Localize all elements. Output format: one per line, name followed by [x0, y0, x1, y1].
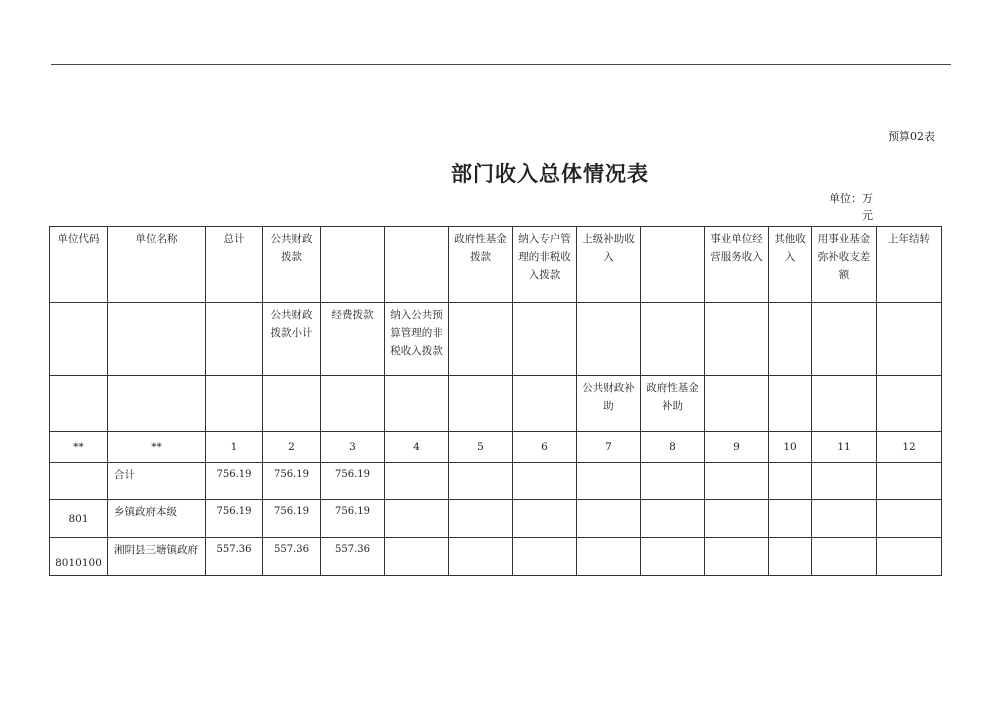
index-cell: **: [108, 432, 206, 463]
total-cell: 756.19: [206, 500, 263, 538]
header-public-finance: 公共财政拨款: [263, 227, 321, 303]
header-unit-name: 单位名称: [108, 227, 206, 303]
index-cell: 4: [385, 432, 449, 463]
unit-code-cell: 801: [50, 500, 108, 538]
income-table: [49, 226, 942, 576]
index-cell: 3: [321, 432, 385, 463]
header-expense-grant: 经费拨款: [321, 303, 385, 376]
header-fund-balance: 用事业基金弥补收支差额: [812, 227, 877, 303]
header-empty: [321, 227, 385, 303]
expense-grant-cell: 557.36: [321, 538, 385, 576]
header-row-3: [50, 376, 942, 432]
unit-label: 单位：万元: [829, 192, 873, 222]
index-cell: 2: [263, 432, 321, 463]
header-empty: [641, 227, 705, 303]
header-public-subsidy: 公共财政补助: [577, 376, 641, 432]
header-business-income: 事业单位经营服务收入: [705, 227, 769, 303]
form-id: 预算02表: [888, 130, 935, 143]
top-rule: [51, 64, 951, 65]
page-title: 部门收入总体情况表: [451, 162, 649, 186]
public-subtotal-cell: 756.19: [263, 463, 321, 500]
public-subtotal-cell: 557.36: [263, 538, 321, 576]
header-unit-code: 单位代码: [50, 227, 108, 303]
header-superior-subsidy: 上级补助收入: [577, 227, 641, 303]
header-gov-fund: 政府性基金拨款: [449, 227, 513, 303]
unit-name-cell: 合计: [108, 463, 206, 500]
header-nontax-grant: 纳入公共预算管理的非税收入拨款: [385, 303, 449, 376]
index-cell: 11: [812, 432, 877, 463]
header-row-2: [50, 303, 942, 376]
unit-code-cell: [50, 463, 108, 500]
index-cell: 1: [206, 432, 263, 463]
index-cell: 7: [577, 432, 641, 463]
table-row: [50, 500, 942, 538]
table-row: [50, 538, 942, 576]
table-row: [50, 463, 942, 500]
index-cell: 5: [449, 432, 513, 463]
index-cell: **: [50, 432, 108, 463]
total-cell: 557.36: [206, 538, 263, 576]
index-cell: 12: [877, 432, 942, 463]
header-public-subtotal: 公共财政拨款小计: [263, 303, 321, 376]
index-cell: 10: [769, 432, 812, 463]
unit-code-cell: 8010100: [50, 538, 108, 576]
header-special-account: 纳入专户管理的非税收入拨款: [513, 227, 577, 303]
public-subtotal-cell: 756.19: [263, 500, 321, 538]
expense-grant-cell: 756.19: [321, 463, 385, 500]
index-cell: 8: [641, 432, 705, 463]
header-fund-subsidy: 政府性基金补助: [641, 376, 705, 432]
header-other-income: 其他收入: [769, 227, 812, 303]
header-empty: [385, 227, 449, 303]
header-carryover: 上年结转: [877, 227, 942, 303]
index-cell: 6: [513, 432, 577, 463]
header-total: 总计: [206, 227, 263, 303]
expense-grant-cell: 756.19: [321, 500, 385, 538]
index-cell: 9: [705, 432, 769, 463]
index-row: [50, 432, 942, 463]
unit-name-cell: 乡镇政府本级: [108, 500, 206, 538]
header-row-1: [50, 227, 942, 303]
total-cell: 756.19: [206, 463, 263, 500]
unit-name-cell: 湘阴县三塘镇政府: [108, 538, 206, 576]
